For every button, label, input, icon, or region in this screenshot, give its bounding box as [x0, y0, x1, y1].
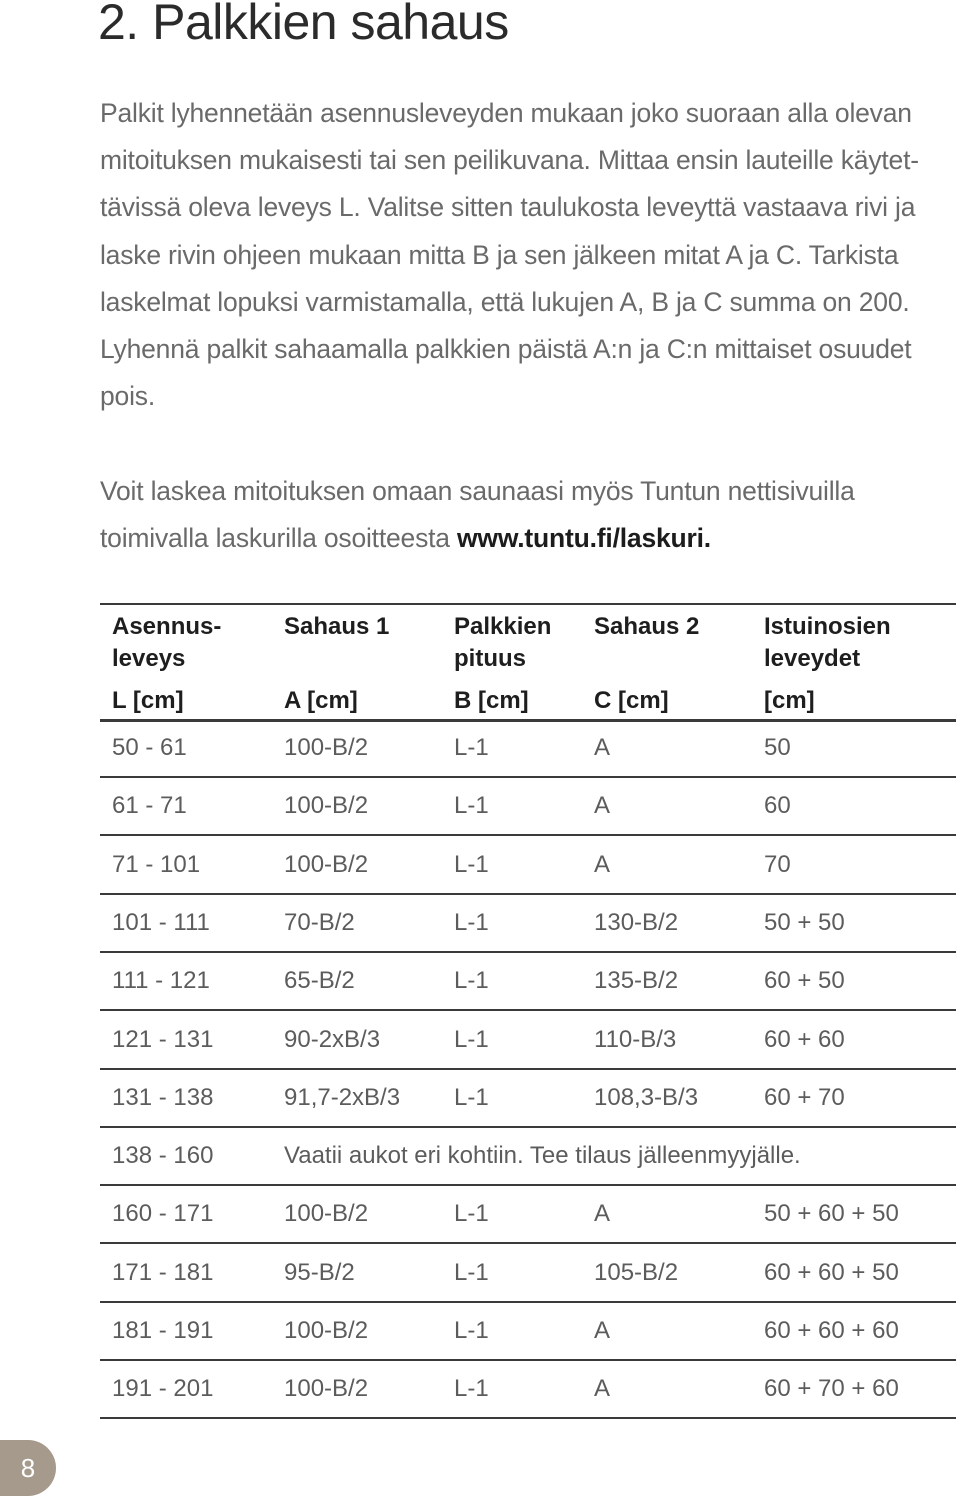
- column-unit: C [cm]: [594, 687, 669, 714]
- table-cell: 100-B/2: [284, 734, 369, 761]
- intro-line: Lyhennä palkit sahaamalla palkkien päistä A:n ja C:n mittaiset osuudet: [100, 334, 912, 365]
- row-rule: [100, 1417, 956, 1419]
- table-cell: 70: [764, 850, 791, 878]
- table-cell: 65-B/2: [284, 967, 355, 995]
- calculator-url-link[interactable]: www.tuntu.fi/laskuri.: [457, 523, 711, 553]
- intro-paragraph: [100, 90, 960, 420]
- row-rule: [100, 1359, 956, 1361]
- row-rule: [100, 951, 956, 953]
- row-rule: [100, 1301, 956, 1303]
- row-rule: [100, 1126, 956, 1128]
- row-rule: [100, 1068, 956, 1070]
- table-cell: A: [594, 1317, 611, 1344]
- table-cell: 91,7-2xB/3: [284, 1083, 401, 1111]
- table-cell: A: [594, 792, 611, 820]
- table-cell: 60 + 70 + 60: [764, 1375, 899, 1403]
- table-cell: A: [594, 850, 611, 878]
- table-cell: 50 + 50: [764, 908, 845, 936]
- calculator-line-prefix: toimivalla laskurilla osoitteesta: [100, 523, 457, 553]
- table-cell: L-1: [454, 1083, 489, 1111]
- row-rule: [100, 834, 956, 836]
- column-header: Palkkien pituus: [454, 613, 552, 672]
- table-cell: 100-B/2: [284, 1200, 369, 1228]
- table-cell: 130-B/2: [594, 908, 679, 936]
- table-cell: 160 - 171: [112, 1200, 214, 1228]
- table-cell: 60: [764, 792, 791, 820]
- table-cell: 101 - 111: [112, 908, 210, 936]
- table-cell: A: [594, 1375, 611, 1403]
- table-cell: 100-B/2: [284, 850, 369, 878]
- table-cell: 95-B/2: [284, 1258, 355, 1286]
- intro-line: tävissä oleva leveys L. Valitse sitten taulukosta leveyttä vastaava rivi ja: [100, 192, 916, 223]
- column-unit: A [cm]: [284, 687, 358, 714]
- intro-line: pois.: [100, 381, 155, 412]
- column-header: Sahaus 1: [284, 613, 390, 640]
- table-cell: 121 - 131: [112, 1025, 214, 1053]
- table-cell: 105-B/2: [594, 1258, 679, 1286]
- table-cell: 90-2xB/3: [284, 1025, 381, 1053]
- table-cell: 131 - 138: [112, 1083, 214, 1111]
- table-cell: L-1: [454, 792, 489, 820]
- column-header: Asennus- leveys: [112, 613, 222, 672]
- table-cell: L-1: [454, 1317, 489, 1344]
- row-rule: [100, 1184, 956, 1186]
- header-rule: [100, 719, 956, 722]
- table-cell: 60 + 60 + 60: [764, 1317, 899, 1344]
- table-cell: 181 - 191: [112, 1317, 214, 1344]
- sawing-table: [100, 603, 956, 1416]
- table-cell: 111 - 121: [112, 967, 210, 995]
- table-cell: A: [594, 1200, 611, 1228]
- table-cell: 135-B/2: [594, 967, 679, 995]
- table-cell: 60 + 60 + 50: [764, 1258, 899, 1286]
- table-cell: L-1: [454, 850, 489, 878]
- table-cell: 60 + 70: [764, 1083, 845, 1111]
- column-unit: L [cm]: [112, 687, 184, 714]
- table-cell: 171 - 181: [112, 1258, 214, 1286]
- table-cell: 60 + 50: [764, 967, 845, 995]
- table-cell: 110-B/3: [594, 1025, 677, 1053]
- table-cell: L-1: [454, 1375, 489, 1403]
- table-cell: 50 - 61: [112, 734, 187, 761]
- table-cell: L-1: [454, 908, 489, 936]
- table-cell: 108,3-B/3: [594, 1083, 699, 1111]
- intro-line: mitoituksen mukaisesti tai sen peilikuvana. Mittaa ensin lauteille käytet-: [100, 145, 919, 176]
- table-cell: 100-B/2: [284, 1375, 369, 1403]
- column-unit: B [cm]: [454, 687, 529, 714]
- table-cell: 60 + 60: [764, 1025, 845, 1053]
- table-cell: 100-B/2: [284, 792, 369, 820]
- table-cell: L-1: [454, 734, 489, 761]
- intro-line: Palkit lyhennetään asennusleveyden mukaan joko suoraan alla olevan: [100, 98, 912, 128]
- calculator-line: Voit laskea mitoituksen omaan saunaasi myös Tuntun nettisivuilla: [100, 476, 855, 506]
- row-rule: [100, 1242, 956, 1244]
- table-cell: L-1: [454, 967, 489, 995]
- table-cell: 191 - 201: [112, 1375, 214, 1403]
- row-rule: [100, 893, 956, 895]
- column-header: Istuinosien leveydet: [764, 613, 891, 672]
- intro-line: laske rivin ohjeen mukaan mitta B ja sen jälkeen mitat A ja C. Tarkista: [100, 239, 899, 270]
- table-cell: 100-B/2: [284, 1317, 369, 1344]
- row-rule: [100, 776, 956, 778]
- table-cell: 50 + 60 + 50: [764, 1200, 899, 1228]
- table-cell: 61 - 71: [112, 792, 187, 820]
- intro-line: laskelmat lopuksi varmistamalla, että lukujen A, B ja C summa on 200.: [100, 286, 910, 317]
- column-header: Sahaus 2: [594, 613, 700, 640]
- table-cell: L-1: [454, 1258, 489, 1286]
- column-unit: [cm]: [764, 687, 815, 714]
- page-title: 2. Palkkien sahaus: [98, 0, 509, 50]
- table-cell: A: [594, 734, 611, 761]
- page-number-badge: 8: [0, 1440, 56, 1496]
- table-cell: 50: [764, 734, 791, 761]
- table-cell: L-1: [454, 1025, 489, 1053]
- row-rule: [100, 1009, 956, 1011]
- table-cell: 138 - 160: [112, 1142, 214, 1170]
- table-cell: L-1: [454, 1200, 489, 1228]
- table-cell: Vaatii aukot eri kohtiin. Tee tilaus jälleenmyyjälle.: [284, 1142, 801, 1170]
- table-top-rule: [100, 603, 956, 605]
- calculator-paragraph: [100, 468, 960, 562]
- table-cell: 70-B/2: [284, 908, 355, 936]
- table-cell: 71 - 101: [112, 850, 201, 878]
